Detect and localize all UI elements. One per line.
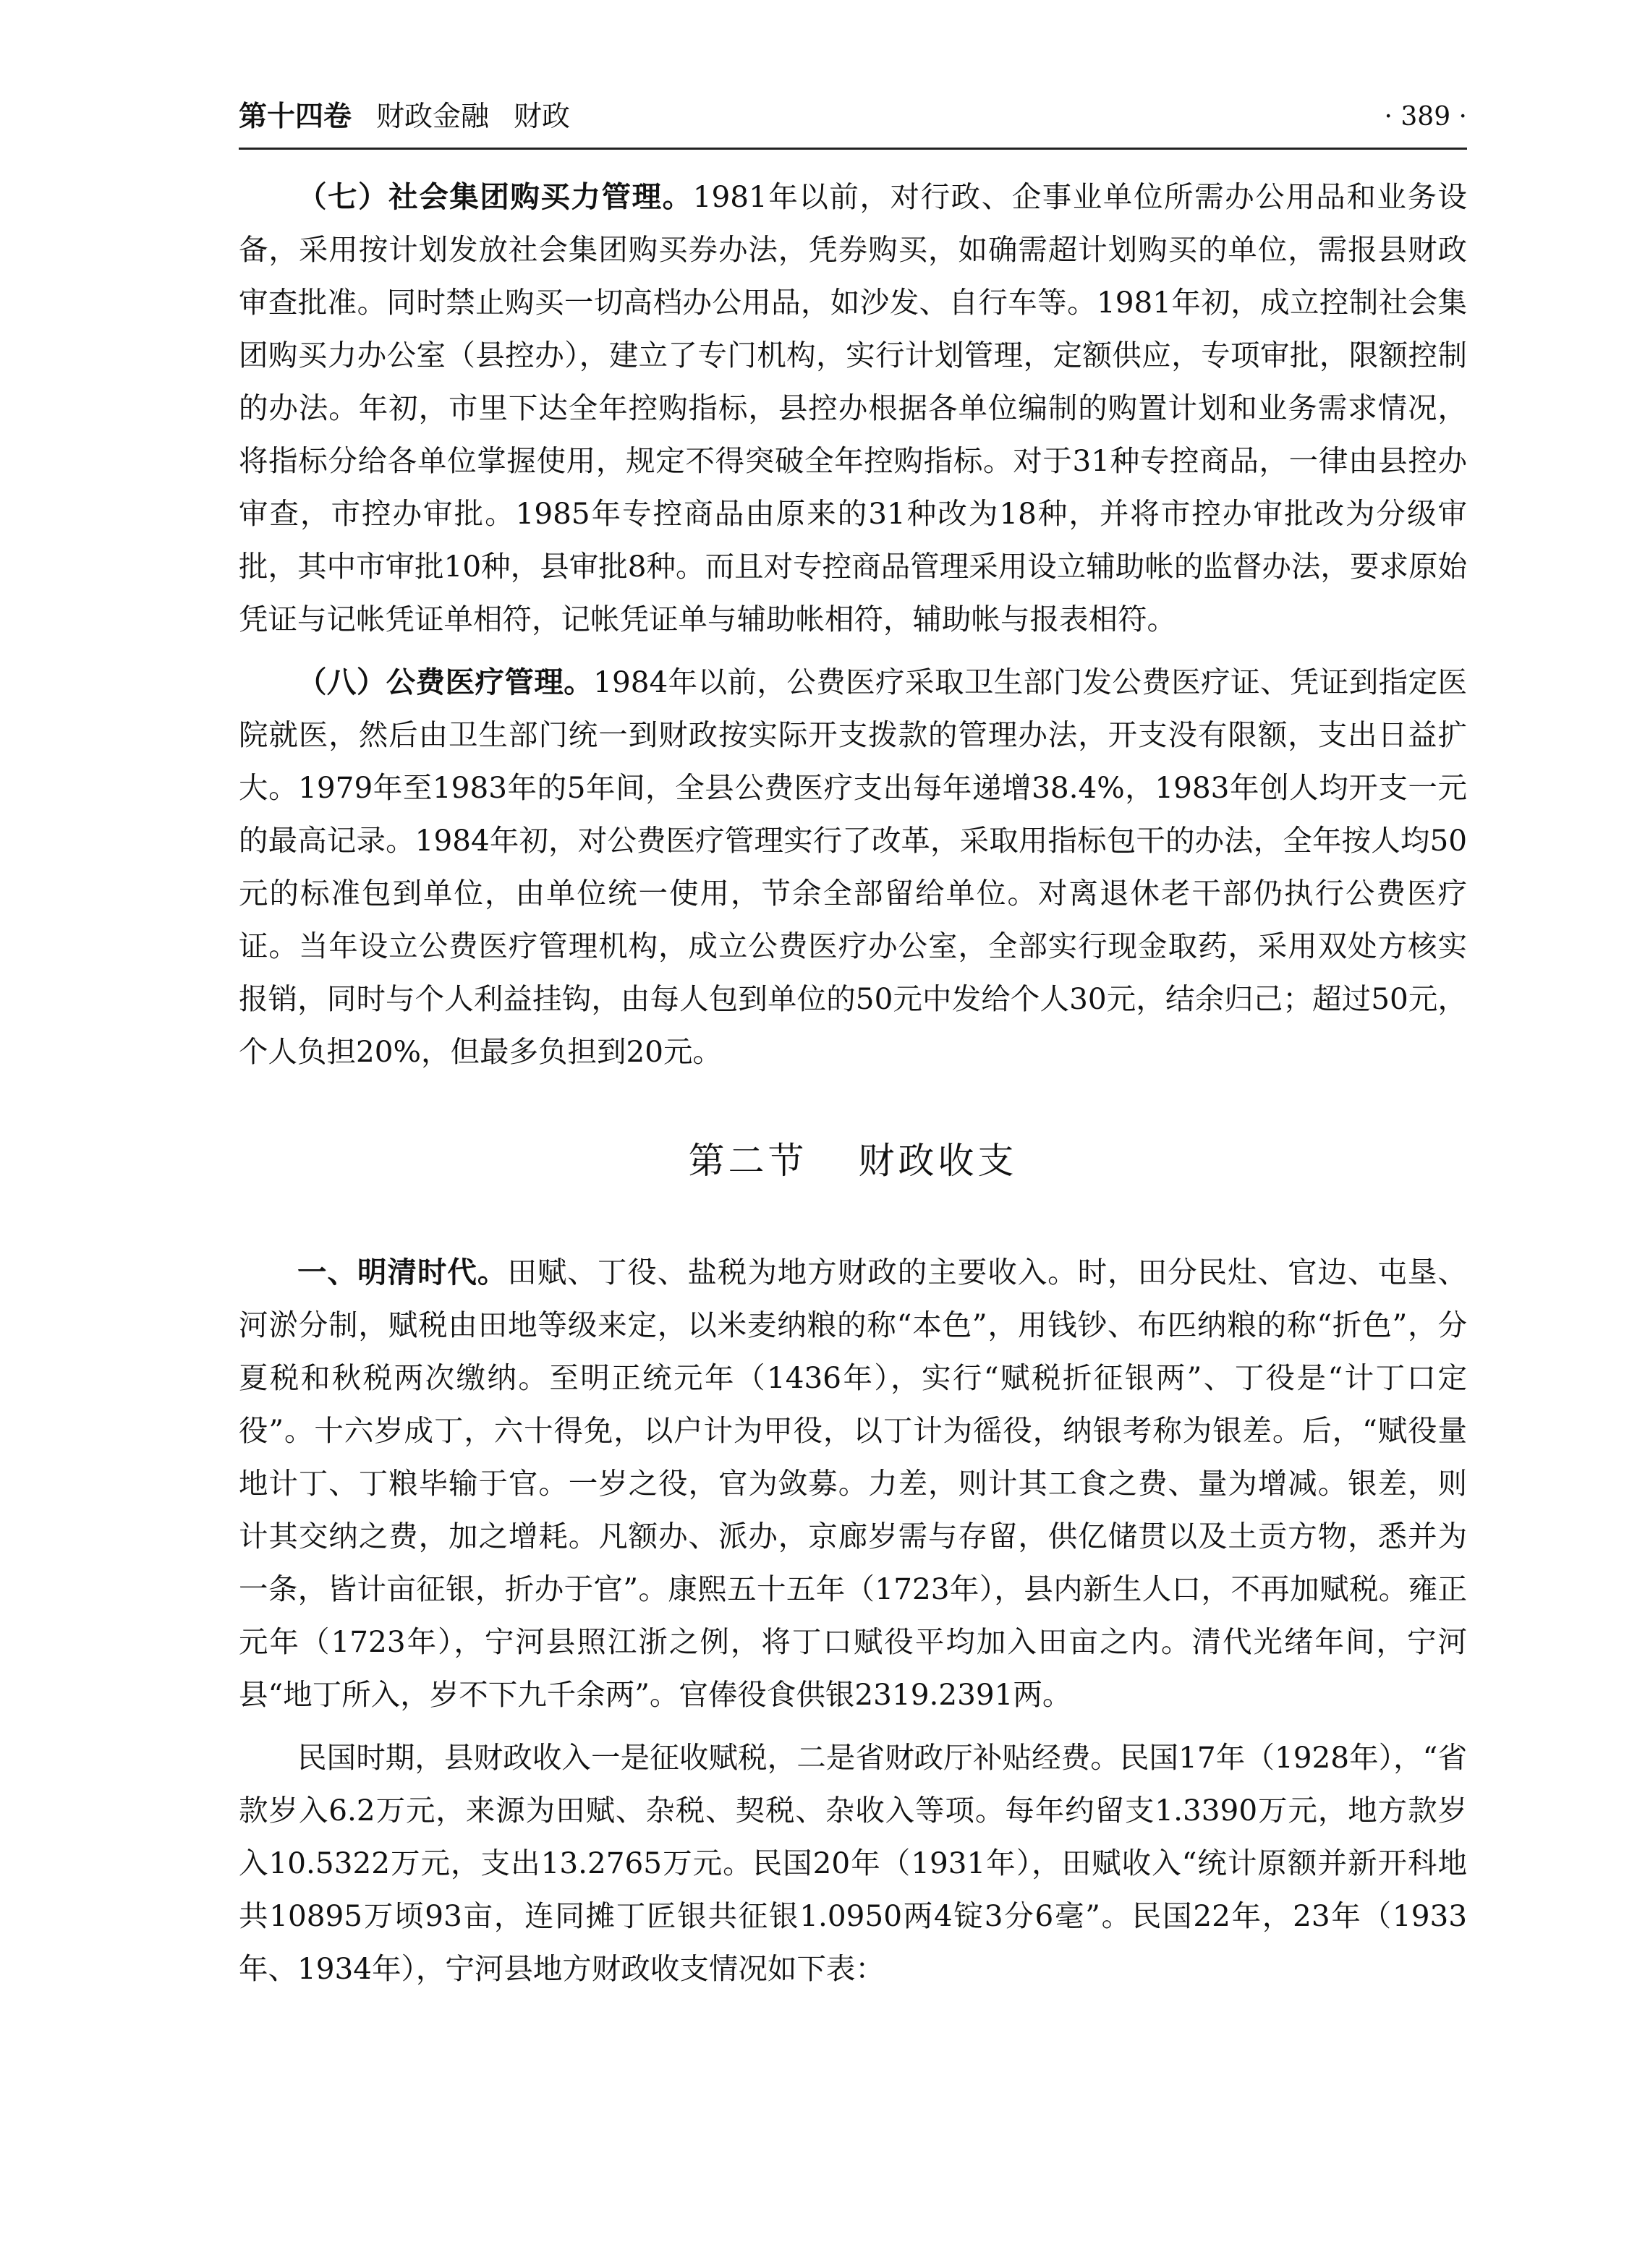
- section-name: 财政收支: [858, 1140, 1018, 1182]
- header-title-group: [239, 95, 570, 139]
- page-body: [239, 171, 1467, 1995]
- volume-label: 第十四卷: [239, 101, 352, 133]
- section-number: 第二节: [688, 1140, 808, 1182]
- subsection-label: 财政: [514, 101, 571, 133]
- paragraph-lead: 一、明清时代。: [297, 1255, 508, 1289]
- header-rule: [239, 148, 1467, 150]
- section-label: 财政金融: [376, 101, 490, 133]
- paragraph-public-medical: [239, 656, 1467, 1078]
- section-heading: [239, 1138, 1467, 1184]
- paragraph-text: 1984年以前，公费医疗采取卫生部门发公费医疗证、凭证到指定医院就医，然后由卫生部门统一到财政按实际开支拨款的管理办法，开支没有限额，支出日益扩大。1979年至1983年的5年间，全县公费医疗支出每年递增38.4%，1983年创人均开支一元的最高记录。1984年初，对公费医疗管理实行了改革，采取用指标包干的办法，全年按人均50元的标准包到单位，由单位统一使用，节余全部留给单位。对离退休老干部仍执行公费医疗证。当年设立公费医疗管理机构，成立公费医疗办公室，全部实行现金取药，采用双处方核实报销，同时与个人利益挂钩，由每人包到单位的50元中发给个人30元，结余归己；超过50元，个人负担20%，但最多负担到20元。: [239, 665, 1467, 1069]
- running-header: [239, 95, 1467, 139]
- paragraph-text: 民国时期，县财政收入一是征收赋税，二是省财政厅补贴经费。民国17年（1928年），“省款岁入6.2万元，来源为田赋、杂税、契税、杂收入等项。每年约留支1.3390万元，地方款岁入10.5322万元，支出13.2765万元。民国20年（1931年），田赋收入“统计原额并新开科地共10895万顷93亩，连同摊丁匠银共征银1.0950两4锭3分6毫”。民国22年，23年（1933年、1934年），宁河县地方财政收支情况如下表：: [239, 1740, 1467, 1986]
- paragraph-group-purchasing: [239, 171, 1467, 646]
- paragraph-text: 田赋、丁役、盐税为地方财政的主要收入。时，田分民灶、官边、屯垦、河淤分制，赋税由田地等级来定，以米麦纳粮的称“本色”，用钱钞、布匹纳粮的称“折色”，分夏税和秋税两次缴纳。至明正统元年（1436年），实行“赋税折征银两”、丁役是“计丁口定役”。十六岁成丁，六十得免，以户计为甲役，以丁计为徭役，纳银考称为银差。后，“赋役量地计丁、丁粮毕输于官。一岁之役，官为敛募。力差，则计其工食之费、量为增减。银差，则计其交纳之费，加之增耗。凡额办、派办，京廊岁需与存留，供亿储贯以及土贡方物，悉并为一条，皆计亩征银，折办于官”。康熙五十五年（1723年），县内新生人口，不再加赋税。雍正元年（1723年），宁河县照江浙之例，将丁口赋役平均加入田亩之内。清代光绪年间，宁河县“地丁所入，岁不下九千余两”。官俸役食供银2319.2391两。: [239, 1255, 1468, 1712]
- paragraph-lead: （八）公费医疗管理。: [297, 665, 594, 699]
- page-number: · 389 ·: [1384, 102, 1467, 132]
- paragraph-republic-era: [239, 1731, 1467, 1995]
- paragraph-text: 1981年以前，对行政、企事业单位所需办公用品和业务设备，采用按计划发放社会集团购买券办法，凭券购买，如确需超计划购买的单位，需报县财政审查批准。同时禁止购买一切高档办公用品，如沙发、自行车等。1981年初，成立控制社会集团购买力办公室（县控办），建立了专门机构，实行计划管理，定额供应，专项审批，限额控制的办法。年初，市里下达全年控购指标，县控办根据各单位编制的购置计划和业务需求情况，将指标分给各单位掌握使用，规定不得突破全年控购指标。对于31种专控商品，一律由县控办审查，市控办审批。1985年专控商品由原来的31种改为18种，并将市控办审批改为分级审批，其中市审批10种，县审批8种。而且对专控商品管理采用设立辅助帐的监督办法，要求原始凭证与记帐凭证单相符，记帐凭证单与辅助帐相符，辅助帐与报表相符。: [239, 179, 1467, 636]
- paragraph-lead: （七）社会集团购买力管理。: [297, 179, 693, 214]
- paragraph-ming-qing: [239, 1246, 1467, 1721]
